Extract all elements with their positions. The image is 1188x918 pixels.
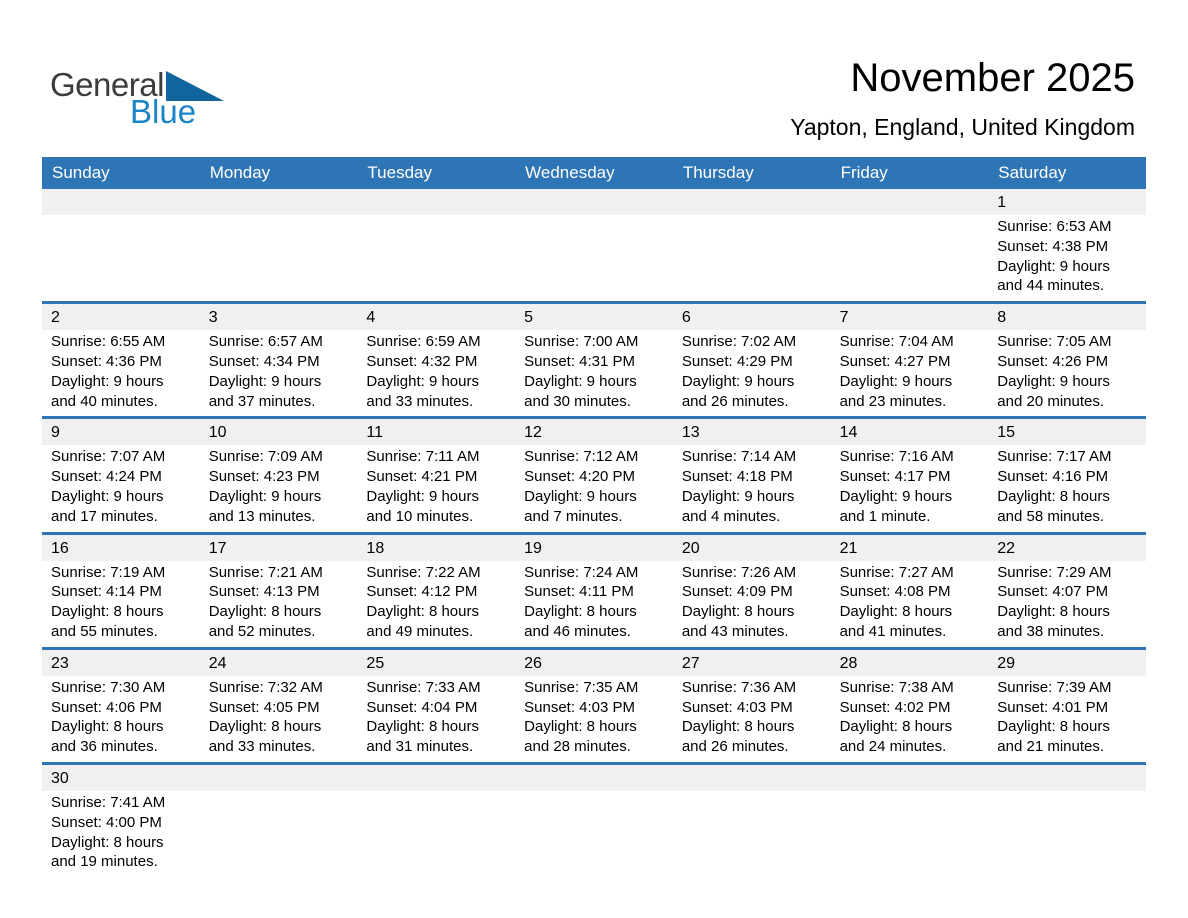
day-number	[673, 189, 831, 215]
sunrise-text: Sunrise: 7:00 AM	[524, 333, 639, 351]
day-cell-empty	[515, 189, 673, 301]
daylight-text-line2: and 26 minutes.	[681, 392, 789, 410]
day-cell-4	[357, 304, 515, 416]
day-cell-5	[515, 304, 673, 416]
daylight-text-line2: and 33 minutes.	[208, 738, 316, 756]
weekday-header-row	[42, 157, 1146, 189]
daylight-text-line1: Daylight: 9 hours	[839, 372, 953, 390]
daylight-text-line1: Daylight: 8 hours	[997, 718, 1110, 736]
sunrise-text: Sunrise: 7:38 AM	[839, 678, 954, 696]
day-cell-13	[673, 419, 831, 531]
calendar-week-row	[42, 419, 1146, 534]
day-details	[357, 330, 515, 416]
day-details	[357, 445, 515, 531]
sunset-text: Sunset: 4:29 PM	[681, 352, 793, 370]
weekday-header-friday: Friday	[840, 163, 888, 182]
daylight-text-line1: Daylight: 8 hours	[51, 603, 164, 621]
day-details	[357, 676, 515, 762]
day-cell-empty	[673, 765, 831, 877]
day-details	[988, 561, 1146, 647]
sunset-text: Sunset: 4:03 PM	[524, 698, 636, 716]
sunrise-text: Sunrise: 7:16 AM	[839, 448, 954, 466]
day-number: 17	[200, 535, 358, 561]
day-cell-24	[200, 650, 358, 762]
calendar-weeks	[42, 189, 1146, 877]
sunset-text: Sunset: 4:38 PM	[997, 237, 1109, 255]
sunset-text: Sunset: 4:27 PM	[839, 352, 951, 370]
sunset-text: Sunset: 4:11 PM	[524, 583, 634, 601]
day-number: 1	[988, 189, 1146, 215]
sunrise-text: Sunrise: 7:21 AM	[208, 563, 323, 581]
day-number: 6	[673, 304, 831, 330]
daylight-text-line1: Daylight: 8 hours	[997, 603, 1110, 621]
day-number: 14	[831, 419, 989, 445]
day-number: 26	[515, 650, 673, 676]
sunset-text: Sunset: 4:12 PM	[366, 583, 478, 601]
daylight-text-line2: and 24 minutes.	[839, 738, 947, 756]
day-cell-30	[42, 765, 200, 877]
calendar-week-row	[42, 650, 1146, 765]
day-number	[357, 189, 515, 215]
daylight-text-line1: Daylight: 9 hours	[208, 372, 322, 390]
sunrise-text: Sunrise: 7:02 AM	[681, 333, 797, 351]
sunset-text: Sunset: 4:14 PM	[51, 583, 162, 601]
daylight-text-line1: Daylight: 8 hours	[208, 718, 322, 736]
weekday-header-tuesday: Tuesday	[367, 163, 432, 182]
day-number: 4	[357, 304, 515, 330]
day-cell-9	[42, 419, 200, 531]
sunrise-text: Sunrise: 7:22 AM	[366, 563, 481, 581]
daylight-text-line2: and 19 minutes.	[51, 853, 158, 871]
daylight-text-line2: and 13 minutes.	[208, 507, 316, 525]
day-details	[673, 445, 831, 531]
day-number	[42, 189, 200, 215]
day-details	[673, 330, 831, 416]
sunrise-text: Sunrise: 7:26 AM	[681, 563, 797, 581]
sunrise-text: Sunrise: 7:14 AM	[681, 448, 797, 466]
day-number: 13	[673, 419, 831, 445]
day-details	[200, 676, 358, 762]
day-number: 3	[200, 304, 358, 330]
daylight-text-line1: Daylight: 9 hours	[51, 487, 164, 505]
day-details	[673, 676, 831, 762]
day-cell-25	[357, 650, 515, 762]
daylight-text-line2: and 37 minutes.	[208, 392, 316, 410]
daylight-text-line1: Daylight: 8 hours	[51, 718, 164, 736]
day-cell-1	[988, 189, 1146, 301]
day-details	[515, 561, 673, 647]
daylight-text-line1: Daylight: 8 hours	[839, 718, 953, 736]
day-number	[515, 189, 673, 215]
day-details	[42, 445, 200, 531]
day-cell-12	[515, 419, 673, 531]
calendar-week-row	[42, 189, 1146, 304]
day-number: 30	[42, 765, 200, 791]
daylight-text-line2: and 21 minutes.	[997, 738, 1105, 756]
day-cell-empty	[831, 765, 989, 877]
sunset-text: Sunset: 4:24 PM	[51, 468, 162, 486]
day-cell-empty	[200, 189, 358, 301]
page-header	[0, 0, 1188, 157]
logo-text-general: General	[50, 66, 164, 103]
day-cell-26	[515, 650, 673, 762]
day-number: 28	[831, 650, 989, 676]
day-cell-empty	[357, 189, 515, 301]
sunrise-text: Sunrise: 7:39 AM	[997, 678, 1112, 696]
day-number: 24	[200, 650, 358, 676]
daylight-text-line2: and 31 minutes.	[366, 738, 474, 756]
day-details	[200, 445, 358, 531]
day-details	[831, 561, 989, 647]
calendar-week-row	[42, 765, 1146, 877]
day-number: 23	[42, 650, 200, 676]
daylight-text-line2: and 44 minutes.	[997, 277, 1105, 295]
sunrise-text: Sunrise: 7:29 AM	[997, 563, 1112, 581]
day-number: 8	[988, 304, 1146, 330]
day-number	[515, 765, 673, 791]
sunset-text: Sunset: 4:01 PM	[997, 698, 1109, 716]
day-details	[673, 561, 831, 647]
day-details	[831, 445, 989, 531]
calendar-table	[42, 157, 1146, 877]
daylight-text-line2: and 38 minutes.	[997, 622, 1105, 640]
daylight-text-line2: and 20 minutes.	[997, 392, 1105, 410]
day-cell-27	[673, 650, 831, 762]
daylight-text-line1: Daylight: 9 hours	[681, 487, 795, 505]
daylight-text-line1: Daylight: 8 hours	[681, 603, 795, 621]
weekday-header-thursday: Thursday	[682, 163, 754, 182]
page-subtitle: Yapton, England, United Kingdom	[790, 114, 1135, 140]
daylight-text-line2: and 41 minutes.	[839, 622, 947, 640]
day-cell-empty	[515, 765, 673, 877]
day-details	[831, 676, 989, 762]
day-number	[831, 765, 989, 791]
sunset-text: Sunset: 4:07 PM	[997, 583, 1109, 601]
daylight-text-line2: and 4 minutes.	[681, 507, 781, 525]
sunrise-text: Sunrise: 7:24 AM	[524, 563, 639, 581]
day-cell-29	[988, 650, 1146, 762]
daylight-text-line1: Daylight: 8 hours	[681, 718, 795, 736]
sunrise-text: Sunrise: 7:17 AM	[997, 448, 1112, 466]
day-cell-20	[673, 535, 831, 647]
sunset-text: Sunset: 4:21 PM	[366, 468, 478, 486]
day-number: 20	[673, 535, 831, 561]
day-number: 12	[515, 419, 673, 445]
day-cell-empty	[42, 189, 200, 301]
daylight-text-line1: Daylight: 9 hours	[208, 487, 322, 505]
day-number: 5	[515, 304, 673, 330]
daylight-text-line1: Daylight: 9 hours	[524, 487, 637, 505]
daylight-text-line1: Daylight: 9 hours	[524, 372, 637, 390]
weekday-header-saturday: Saturday	[998, 163, 1067, 182]
sunrise-text: Sunrise: 7:35 AM	[524, 678, 639, 696]
day-number: 10	[200, 419, 358, 445]
day-cell-14	[831, 419, 989, 531]
sunset-text: Sunset: 4:05 PM	[208, 698, 320, 716]
sunrise-text: Sunrise: 7:04 AM	[839, 333, 954, 351]
day-details	[831, 330, 989, 416]
day-details	[988, 330, 1146, 416]
daylight-text-line1: Daylight: 8 hours	[208, 603, 322, 621]
daylight-text-line1: Daylight: 8 hours	[366, 718, 479, 736]
day-number: 18	[357, 535, 515, 561]
day-cell-19	[515, 535, 673, 647]
sunrise-text: Sunrise: 7:27 AM	[839, 563, 954, 581]
daylight-text-line1: Daylight: 9 hours	[366, 487, 479, 505]
sunset-text: Sunset: 4:16 PM	[997, 468, 1109, 486]
calendar-week-row	[42, 304, 1146, 419]
daylight-text-line1: Daylight: 9 hours	[681, 372, 795, 390]
sunset-text: Sunset: 4:03 PM	[681, 698, 793, 716]
daylight-text-line2: and 46 minutes.	[524, 622, 631, 640]
day-details	[357, 561, 515, 647]
day-number: 22	[988, 535, 1146, 561]
logo-text-blue: Blue	[130, 93, 197, 130]
day-number	[357, 765, 515, 791]
daylight-text-line2: and 1 minute.	[839, 507, 931, 525]
sunset-text: Sunset: 4:17 PM	[839, 468, 951, 486]
daylight-text-line2: and 28 minutes.	[524, 738, 631, 756]
daylight-text-line1: Daylight: 8 hours	[366, 603, 479, 621]
day-number: 2	[42, 304, 200, 330]
daylight-text-line2: and 17 minutes.	[51, 507, 158, 525]
day-number: 15	[988, 419, 1146, 445]
daylight-text-line1: Daylight: 9 hours	[997, 257, 1110, 275]
day-cell-7	[831, 304, 989, 416]
day-number: 16	[42, 535, 200, 561]
weekday-header-sunday: Sunday	[52, 163, 110, 182]
day-details	[200, 561, 358, 647]
day-details	[515, 676, 673, 762]
daylight-text-line2: and 23 minutes.	[839, 392, 947, 410]
day-cell-17	[200, 535, 358, 647]
sunrise-text: Sunrise: 7:30 AM	[51, 678, 166, 696]
day-cell-empty	[673, 189, 831, 301]
day-number: 27	[673, 650, 831, 676]
daylight-text-line2: and 55 minutes.	[51, 622, 158, 640]
day-details	[42, 676, 200, 762]
day-number	[988, 765, 1146, 791]
day-cell-10	[200, 419, 358, 531]
day-cell-empty	[200, 765, 358, 877]
day-number: 29	[988, 650, 1146, 676]
daylight-text-line1: Daylight: 8 hours	[997, 487, 1110, 505]
day-details	[988, 215, 1146, 301]
daylight-text-line1: Daylight: 8 hours	[51, 833, 164, 851]
daylight-text-line1: Daylight: 8 hours	[524, 603, 637, 621]
sunset-text: Sunset: 4:09 PM	[681, 583, 793, 601]
daylight-text-line2: and 43 minutes.	[681, 622, 789, 640]
sunrise-text: Sunrise: 6:53 AM	[997, 218, 1112, 235]
day-cell-empty	[831, 189, 989, 301]
day-number	[200, 189, 358, 215]
daylight-text-line1: Daylight: 9 hours	[366, 372, 479, 390]
sunset-text: Sunset: 4:34 PM	[208, 352, 320, 370]
daylight-text-line2: and 33 minutes.	[366, 392, 474, 410]
day-number: 11	[357, 419, 515, 445]
daylight-text-line1: Daylight: 9 hours	[51, 372, 164, 390]
calendar-week-row	[42, 535, 1146, 650]
page-title: November 2025	[850, 56, 1135, 100]
title-block	[790, 56, 1135, 141]
sunset-text: Sunset: 4:26 PM	[997, 352, 1109, 370]
sunrise-text: Sunrise: 7:32 AM	[208, 678, 323, 696]
day-number: 25	[357, 650, 515, 676]
sunset-text: Sunset: 4:32 PM	[366, 352, 478, 370]
sunrise-text: Sunrise: 7:09 AM	[208, 448, 323, 466]
sunrise-text: Sunrise: 7:07 AM	[51, 448, 166, 466]
general-blue-logo	[50, 68, 224, 128]
day-details	[515, 330, 673, 416]
day-number	[200, 765, 358, 791]
day-cell-empty	[357, 765, 515, 877]
daylight-text-line2: and 52 minutes.	[208, 622, 316, 640]
day-cell-15	[988, 419, 1146, 531]
sunrise-text: Sunrise: 6:55 AM	[51, 333, 166, 351]
sunset-text: Sunset: 4:31 PM	[524, 352, 636, 370]
day-details	[42, 561, 200, 647]
sunrise-text: Sunrise: 7:33 AM	[366, 678, 481, 696]
day-number: 9	[42, 419, 200, 445]
day-cell-28	[831, 650, 989, 762]
day-cell-23	[42, 650, 200, 762]
sunrise-text: Sunrise: 7:19 AM	[51, 563, 166, 581]
sunset-text: Sunset: 4:00 PM	[51, 813, 162, 831]
day-number: 21	[831, 535, 989, 561]
daylight-text-line2: and 26 minutes.	[681, 738, 789, 756]
sunrise-text: Sunrise: 7:41 AM	[51, 793, 166, 811]
day-details	[42, 330, 200, 416]
daylight-text-line2: and 30 minutes.	[524, 392, 631, 410]
day-details	[42, 791, 200, 877]
sunrise-text: Sunrise: 7:12 AM	[524, 448, 639, 466]
day-details	[200, 330, 358, 416]
sunset-text: Sunset: 4:04 PM	[366, 698, 478, 716]
daylight-text-line2: and 58 minutes.	[997, 507, 1105, 525]
day-number: 7	[831, 304, 989, 330]
day-number: 19	[515, 535, 673, 561]
sunset-text: Sunset: 4:08 PM	[839, 583, 951, 601]
sunset-text: Sunset: 4:13 PM	[208, 583, 320, 601]
day-details	[988, 445, 1146, 531]
day-cell-empty	[988, 765, 1146, 877]
day-details	[515, 445, 673, 531]
sunrise-text: Sunrise: 6:57 AM	[208, 333, 323, 351]
day-cell-3	[200, 304, 358, 416]
daylight-text-line1: Daylight: 8 hours	[839, 603, 953, 621]
day-details	[988, 676, 1146, 762]
sunset-text: Sunset: 4:02 PM	[839, 698, 951, 716]
sunset-text: Sunset: 4:23 PM	[208, 468, 320, 486]
daylight-text-line2: and 49 minutes.	[366, 622, 474, 640]
sunset-text: Sunset: 4:36 PM	[51, 352, 162, 370]
day-cell-16	[42, 535, 200, 647]
day-number	[673, 765, 831, 791]
sunrise-text: Sunrise: 7:36 AM	[681, 678, 797, 696]
sunset-text: Sunset: 4:18 PM	[681, 468, 793, 486]
daylight-text-line1: Daylight: 9 hours	[839, 487, 953, 505]
day-cell-2	[42, 304, 200, 416]
weekday-header-wednesday: Wednesday	[525, 163, 615, 182]
daylight-text-line2: and 7 minutes.	[524, 507, 623, 525]
sunrise-text: Sunrise: 7:11 AM	[366, 448, 480, 466]
day-cell-18	[357, 535, 515, 647]
sunset-text: Sunset: 4:06 PM	[51, 698, 162, 716]
daylight-text-line2: and 36 minutes.	[51, 738, 158, 756]
day-cell-21	[831, 535, 989, 647]
day-cell-6	[673, 304, 831, 416]
sunrise-text: Sunrise: 6:59 AM	[366, 333, 481, 351]
day-cell-8	[988, 304, 1146, 416]
day-cell-22	[988, 535, 1146, 647]
daylight-text-line2: and 40 minutes.	[51, 392, 158, 410]
daylight-text-line1: Daylight: 8 hours	[524, 718, 637, 736]
day-cell-11	[357, 419, 515, 531]
weekday-header-monday: Monday	[209, 163, 271, 182]
daylight-text-line1: Daylight: 9 hours	[997, 372, 1110, 390]
daylight-text-line2: and 10 minutes.	[366, 507, 474, 525]
sunset-text: Sunset: 4:20 PM	[524, 468, 636, 486]
sunrise-text: Sunrise: 7:05 AM	[997, 333, 1112, 351]
day-number	[831, 189, 989, 215]
